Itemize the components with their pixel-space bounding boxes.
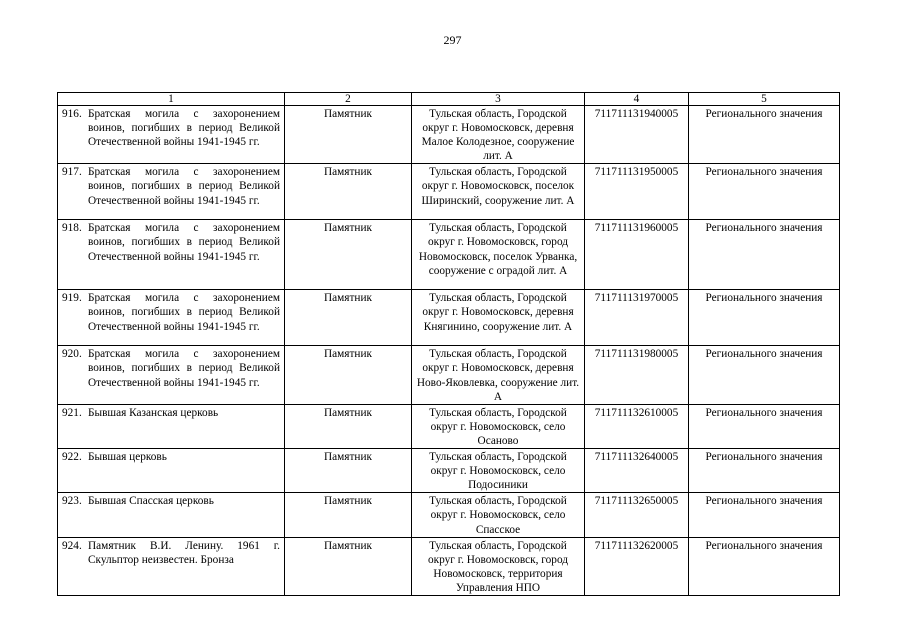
table-row bbox=[58, 220, 840, 290]
table-row bbox=[58, 493, 840, 537]
object-type-cell: Памятник bbox=[285, 449, 412, 493]
object-type-cell: Памятник bbox=[285, 346, 412, 404]
reg-number-cell: 711711132610005 bbox=[585, 404, 689, 448]
object-name-cell bbox=[58, 346, 285, 404]
table-row bbox=[58, 404, 840, 448]
object-type-cell: Памятник bbox=[285, 106, 412, 164]
reg-number-cell: 711711132650005 bbox=[585, 493, 689, 537]
column-header: 1 bbox=[58, 93, 285, 106]
row-number: 919. bbox=[62, 292, 82, 305]
location-cell: Тульская область, Городской округ г. Новомосковск, город Новомосковск, поселок Урванка, сооружение с оградой лит. А bbox=[412, 220, 585, 290]
table-row bbox=[58, 537, 840, 595]
object-type-cell: Памятник bbox=[285, 493, 412, 537]
page-number: 297 bbox=[443, 33, 462, 47]
heritage-objects-table bbox=[57, 92, 840, 596]
table-row bbox=[58, 164, 840, 220]
table-row bbox=[58, 290, 840, 346]
object-type-cell: Памятник bbox=[285, 537, 412, 595]
object-type-cell: Памятник bbox=[285, 164, 412, 220]
location-cell: Тульская область, Городской округ г. Новомосковск, деревня Малое Колодезное, сооружение лит. А bbox=[412, 106, 585, 164]
category-cell: Регионального значения bbox=[689, 346, 840, 404]
column-header: 2 bbox=[285, 93, 412, 106]
location-cell: Тульская область, Городской округ г. Новомосковск, село Подосиники bbox=[412, 449, 585, 493]
reg-number-cell: 711711132640005 bbox=[585, 449, 689, 493]
reg-number-cell: 711711131940005 bbox=[585, 106, 689, 164]
row-number: 924. bbox=[62, 539, 82, 552]
object-name: Бывшая Спасская церковь bbox=[88, 495, 214, 508]
table-header-row bbox=[58, 93, 840, 106]
object-name: Бывшая церковь bbox=[88, 451, 167, 464]
column-header: 4 bbox=[585, 93, 689, 106]
object-name-cell bbox=[58, 290, 285, 346]
category-cell: Регионального значения bbox=[689, 164, 840, 220]
object-type-cell: Памятник bbox=[285, 290, 412, 346]
row-number: 918. bbox=[62, 222, 82, 235]
location-cell: Тульская область, Городской округ г. Новомосковск, село Спасское bbox=[412, 493, 585, 537]
object-name: Братская могила с захоронением воинов, погибших в период Великой Отечественной войны 1941-1945 гг. bbox=[88, 222, 280, 263]
object-name: Братская могила с захоронением воинов, погибших в период Великой Отечественной войны 1941-1945 гг. bbox=[88, 348, 280, 389]
category-cell: Регионального значения bbox=[689, 106, 840, 164]
object-name-cell bbox=[58, 449, 285, 493]
object-name-cell bbox=[58, 493, 285, 537]
object-name-cell bbox=[58, 220, 285, 290]
row-number: 921. bbox=[62, 406, 82, 419]
reg-number-cell: 711711131980005 bbox=[585, 346, 689, 404]
category-cell: Регионального значения bbox=[689, 220, 840, 290]
location-cell: Тульская область, Городской округ г. Новомосковск, деревня Княгинино, сооружение лит. А bbox=[412, 290, 585, 346]
category-cell: Регионального значения bbox=[689, 404, 840, 448]
table-row bbox=[58, 449, 840, 493]
category-cell: Регионального значения bbox=[689, 493, 840, 537]
column-header: 3 bbox=[412, 93, 585, 106]
table-row bbox=[58, 346, 840, 404]
object-name: Братская могила с захоронением воинов, погибших в период Великой Отечественной войны 1941-1945 гг. bbox=[88, 292, 280, 333]
object-name-cell bbox=[58, 164, 285, 220]
object-name-cell bbox=[58, 404, 285, 448]
object-type-cell: Памятник bbox=[285, 220, 412, 290]
category-cell: Регионального значения bbox=[689, 537, 840, 595]
category-cell: Регионального значения bbox=[689, 290, 840, 346]
location-cell: Тульская область, Городской округ г. Новомосковск, деревня Ново-Яковлевка, сооружение лит. А bbox=[412, 346, 585, 404]
column-header: 5 bbox=[689, 93, 840, 106]
row-number: 916. bbox=[62, 108, 82, 120]
reg-number-cell: 711711131950005 bbox=[585, 164, 689, 220]
category-cell: Регионального значения bbox=[689, 449, 840, 493]
location-cell: Тульская область, Городской округ г. Новомосковск, село Осаново bbox=[412, 404, 585, 448]
row-number: 920. bbox=[62, 348, 82, 361]
object-name: Братская могила с захоронением воинов, погибших в период Великой Отечественной войны 1941-1945 гг. bbox=[88, 108, 280, 149]
object-type-cell: Памятник bbox=[285, 404, 412, 448]
row-number: 923. bbox=[62, 495, 82, 508]
row-number: 917. bbox=[62, 166, 82, 179]
location-cell: Тульская область, Городской округ г. Новомосковск, поселок Ширинский, сооружение лит. А bbox=[412, 164, 585, 220]
object-name-cell bbox=[58, 537, 285, 595]
object-name-cell bbox=[58, 106, 285, 164]
row-number: 922. bbox=[62, 451, 82, 464]
reg-number-cell: 711711132620005 bbox=[585, 537, 689, 595]
reg-number-cell: 711711131960005 bbox=[585, 220, 689, 290]
location-cell: Тульская область, Городской округ г. Новомосковск, город Новомосковск, территория Управления НПО bbox=[412, 537, 585, 595]
object-name: Памятник В.И. Ленину. 1961 г. Скульптор неизвестен. Бронза bbox=[88, 539, 280, 566]
table-row bbox=[58, 106, 840, 164]
object-name: Бывшая Казанская церковь bbox=[88, 406, 219, 419]
reg-number-cell: 711711131970005 bbox=[585, 290, 689, 346]
object-name: Братская могила с захоронением воинов, погибших в период Великой Отечественной войны 1941-1945 гг. bbox=[88, 166, 280, 207]
